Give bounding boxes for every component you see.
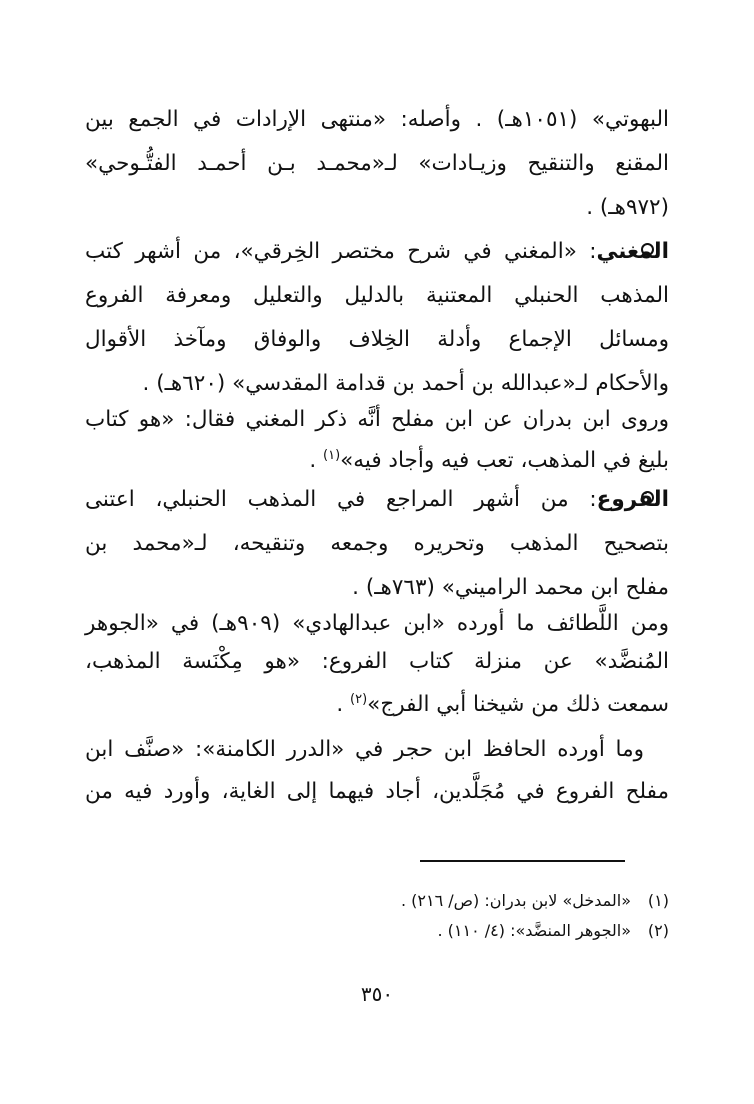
mughni-line — [85, 230, 669, 274]
mughni-term: المغني — [596, 239, 669, 264]
footnote-ref-2[interactable]: (٢) — [350, 692, 368, 707]
footnote-ref-1[interactable]: (١) — [323, 448, 341, 463]
footnote-2 — [300, 918, 669, 944]
mughni-line1-text: : «المغني في شرح مختصر الخِرقي»، من أشهر كتب — [85, 239, 597, 264]
text-line: البهوتي» (١٠٥١هـ) . وأصله: «منتهى الإرادات في الجمع بين — [85, 107, 669, 132]
mughni-line: والأحكام لـ«عبدالله بن أحمد بن قدامة المقدسي» (٦٢٠هـ) . — [142, 371, 669, 396]
mughni-line: ومسائل الإجماع وأدلة الخِلاف والوفاق ومآخذ الأقوال — [85, 327, 669, 352]
furu-line: بتصحيح المذهب وتحريره وجمعه وتنقيحه، لـ«محمد بن — [85, 531, 669, 556]
furu-term: الفروع — [596, 487, 669, 512]
furu-line1-text: : من أشهر المراجع في المذهب الحنبلي، اعتنى — [85, 487, 597, 512]
mughni-line6-text: بليغ في المذهب، تعب فيه وأجاد فيه» — [340, 448, 669, 474]
footnote-text: «المدخل» لابن بدران: (ص/ ٢١٦) . — [401, 891, 631, 910]
mughni-line: وروى ابن بدران عن ابن مفلح أنَّه ذكر المغني فقال: «هو كتاب — [85, 407, 669, 432]
text-line: المقنع والتنقيح وزيـادات» لـ«محمـد بـن أحمـد الفتُّـوحي» — [85, 151, 669, 176]
mughni-line6-end: . — [309, 448, 324, 474]
footnote-number: (١) — [647, 891, 669, 910]
para-line: مفلح الفروع في مُجَلَّدين، أجاد فيهما إلى الغاية، وأورد فيه من — [85, 779, 669, 804]
mughni-line: المذهب الحنبلي المعتنية بالدليل والتعليل ومعرفة الفروع — [85, 283, 669, 308]
furu-line: مفلح ابن محمد الراميني» (٧٦٣هـ) . — [352, 575, 669, 600]
mughni-line — [85, 434, 669, 483]
furu-line6-text: سمعت ذلك من شيخنا أبي الفرج» — [367, 692, 669, 718]
text-line: (٩٧٢هـ) . — [586, 195, 669, 220]
page-number: ٣٥٠ — [360, 982, 394, 1006]
furu-line: المُنضَّد» عن منزلة كتاب الفروع: «هو مِكْنَسة المذهب، — [85, 649, 669, 674]
para-line: وما أورده الحافظ ابن حجر في «الدرر الكامنة»: «صنَّف ابن — [85, 737, 644, 762]
footnote-1 — [300, 888, 669, 914]
furu-line — [85, 678, 669, 727]
footnote-number: (٢) — [647, 921, 669, 940]
footnote-separator — [420, 860, 625, 862]
furu-line — [85, 478, 669, 522]
footnote-text: «الجوهر المنضَّد»: (٤/ ١١٠) . — [437, 921, 631, 940]
furu-line: ومن اللَّطائف ما أورده «ابن عبدالهادي» (٩٠٩هـ) في «الجوهر — [85, 611, 669, 636]
furu-line6-end: . — [336, 692, 351, 718]
